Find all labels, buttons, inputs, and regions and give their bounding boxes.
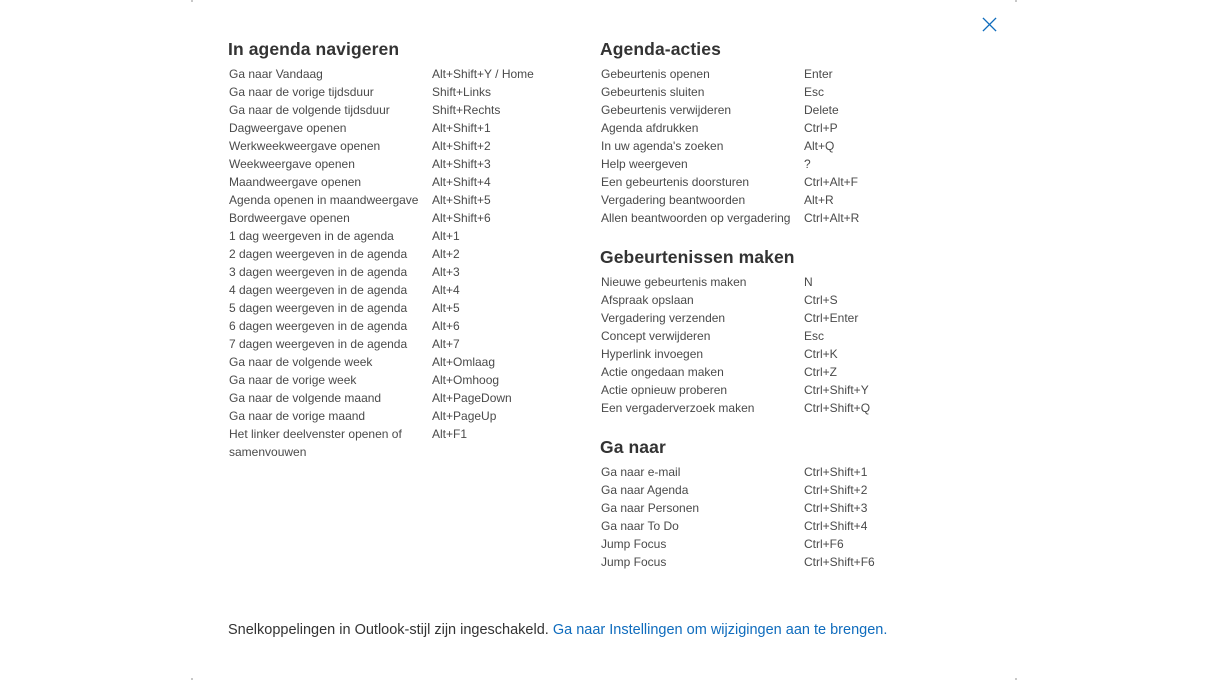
shortcut-keys: Alt+4 — [432, 283, 460, 297]
shortcut-row — [600, 83, 900, 101]
shortcut-row — [600, 291, 900, 309]
shortcut-keys: Ctrl+Shift+3 — [804, 501, 868, 515]
section-create — [600, 246, 900, 417]
shortcut-action: Agenda openen in maandweergave — [229, 193, 419, 207]
shortcut-action: 6 dagen weergeven in de agenda — [229, 319, 408, 333]
shortcut-keys: Alt+2 — [432, 247, 460, 261]
shortcut-row — [600, 399, 900, 417]
shortcut-keys: Ctrl+Shift+4 — [804, 519, 868, 533]
shortcut-keys: Alt+5 — [432, 301, 460, 315]
shortcut-keys: Ctrl+Shift+1 — [804, 465, 868, 479]
shortcut-row — [600, 381, 900, 399]
shortcut-row — [228, 281, 573, 299]
shortcut-row — [600, 191, 900, 209]
shortcut-action: Bordweergave openen — [229, 211, 350, 225]
shortcut-row — [228, 227, 573, 245]
footer — [228, 622, 887, 638]
shortcut-row — [600, 345, 900, 363]
shortcut-keys: Alt+6 — [432, 319, 460, 333]
shortcut-action: Help weergeven — [601, 157, 688, 171]
shortcut-action: Actie opnieuw proberen — [601, 383, 728, 397]
shortcut-action: Een gebeurtenis doorsturen — [601, 175, 750, 189]
shortcut-keys: Ctrl+P — [804, 121, 838, 135]
shortcut-keys: Alt+3 — [432, 265, 460, 279]
shortcut-keys: Alt+Shift+3 — [432, 157, 491, 171]
shortcut-row — [228, 425, 573, 461]
shortcut-action: Ga naar de volgende tijdsduur — [229, 103, 390, 117]
shortcut-keys: Alt+Shift+Y / Home — [432, 67, 534, 81]
shortcut-action: 1 dag weergeven in de agenda — [229, 229, 394, 243]
section-title: Agenda-acties — [600, 39, 721, 59]
settings-link[interactable]: Ga naar Instellingen om wijzigingen aan te brengen. — [552, 622, 888, 638]
section-title: Ga naar — [600, 437, 666, 457]
shortcut-list — [228, 65, 573, 461]
shortcut-keys: N — [804, 275, 813, 289]
shortcut-keys: Ctrl+S — [804, 293, 838, 307]
shortcut-keys: Shift+Rechts — [432, 103, 501, 117]
shortcut-row — [600, 173, 900, 191]
shortcut-keys: Alt+Shift+4 — [432, 175, 491, 189]
shortcut-keys: Ctrl+Alt+R — [804, 211, 860, 225]
shortcut-row — [600, 65, 900, 83]
shortcut-action: Allen beantwoorden op vergadering — [601, 211, 791, 225]
shortcut-row — [600, 327, 900, 345]
shortcut-row — [228, 335, 573, 353]
shortcut-keys: Alt+Shift+6 — [432, 211, 491, 225]
close-button[interactable] — [978, 16, 1000, 38]
shortcut-row — [228, 389, 573, 407]
shortcut-keys: ? — [804, 157, 811, 171]
shortcut-keys: Alt+PageDown — [432, 391, 512, 405]
section-title: Gebeurtenissen maken — [600, 247, 795, 267]
section-goto — [600, 436, 900, 571]
shortcut-action: 7 dagen weergeven in de agenda — [229, 337, 408, 351]
shortcut-action: Ga naar To Do — [601, 519, 679, 533]
shortcut-action: Maandweergave openen — [229, 175, 362, 189]
shortcut-keys: Alt+Omlaag — [432, 355, 496, 369]
shortcut-action: Ga naar e-mail — [601, 465, 681, 479]
right-column — [600, 38, 900, 590]
shortcut-action: Agenda afdrukken — [601, 121, 699, 135]
shortcut-row — [228, 371, 573, 389]
shortcut-keys: Alt+7 — [432, 337, 460, 351]
shortcut-action: Een vergaderverzoek maken — [601, 401, 755, 415]
shortcut-row — [228, 245, 573, 263]
section-title: In agenda navigeren — [228, 39, 400, 59]
shortcut-action: 3 dagen weergeven in de agenda — [229, 265, 408, 279]
shortcut-action: Ga naar de vorige tijdsduur — [229, 85, 374, 99]
shortcut-keys: Alt+Shift+1 — [432, 121, 491, 135]
shortcut-action: Gebeurtenis verwijderen — [601, 103, 732, 117]
shortcut-action: Vergadering beantwoorden — [601, 193, 746, 207]
shortcut-action: Gebeurtenis openen — [601, 67, 710, 81]
shortcut-action: 4 dagen weergeven in de agenda — [229, 283, 408, 297]
shortcut-action: Ga naar Personen — [601, 501, 700, 515]
shortcut-keys: Ctrl+Z — [804, 365, 837, 379]
shortcut-row — [600, 535, 900, 553]
shortcut-action: Ga naar Agenda — [601, 483, 689, 497]
shortcut-keys: Ctrl+Shift+Q — [804, 401, 871, 415]
shortcut-keys: Shift+Links — [432, 85, 492, 99]
dialog-corner — [191, 0, 193, 2]
shortcut-list — [600, 463, 900, 571]
shortcut-action: 2 dagen weergeven in de agenda — [229, 247, 408, 261]
shortcut-row — [228, 209, 573, 227]
shortcut-row — [228, 83, 573, 101]
dialog-corner — [1015, 0, 1017, 2]
shortcut-row — [600, 553, 900, 571]
shortcut-keys: Alt+F1 — [432, 427, 468, 441]
shortcut-row — [228, 353, 573, 371]
shortcut-keys: Esc — [804, 329, 825, 343]
shortcut-keys: Alt+PageUp — [432, 409, 497, 423]
shortcut-action: Nieuwe gebeurtenis maken — [601, 275, 747, 289]
shortcut-row — [228, 317, 573, 335]
shortcut-keys: Alt+R — [804, 193, 834, 207]
shortcut-action: In uw agenda's zoeken — [601, 139, 724, 153]
shortcut-keys: Alt+Omhoog — [432, 373, 500, 387]
close-icon — [982, 17, 997, 37]
shortcut-row — [228, 299, 573, 317]
shortcut-row — [600, 363, 900, 381]
shortcut-action: Jump Focus — [601, 555, 667, 569]
shortcut-action: Hyperlink invoegen — [601, 347, 704, 361]
shortcut-action: Ga naar Vandaag — [229, 67, 323, 81]
shortcut-action: Concept verwijderen — [601, 329, 711, 343]
section-navigate — [228, 38, 573, 461]
shortcut-keys: Ctrl+Shift+F6 — [804, 555, 875, 569]
shortcut-keys: Ctrl+F6 — [804, 537, 844, 551]
shortcut-action: Dagweergave openen — [229, 121, 347, 135]
shortcut-row — [600, 101, 900, 119]
shortcut-keys: Ctrl+Shift+Y — [804, 383, 869, 397]
shortcut-action: Werkweekweergave openen — [229, 139, 381, 153]
shortcut-keys: Esc — [804, 85, 825, 99]
shortcut-action: Ga naar de vorige maand — [229, 409, 366, 423]
shortcut-row — [228, 101, 573, 119]
footer-text: Snelkoppelingen in Outlook-stijl zijn ingeschakeld. — [228, 622, 549, 638]
shortcut-keys: Ctrl+Shift+2 — [804, 483, 868, 497]
shortcut-action: Gebeurtenis sluiten — [601, 85, 705, 99]
shortcut-keys: Delete — [804, 103, 839, 117]
left-column — [228, 38, 573, 480]
shortcut-action: Vergadering verzenden — [601, 311, 726, 325]
shortcut-row — [228, 155, 573, 173]
shortcut-action: Jump Focus — [601, 537, 667, 551]
shortcut-action: Weekweergave openen — [229, 157, 355, 171]
shortcut-keys: Ctrl+Enter — [804, 311, 859, 325]
shortcut-row — [600, 155, 900, 173]
shortcut-row — [228, 191, 573, 209]
shortcut-action: Ga naar de volgende week — [229, 355, 373, 369]
shortcut-keys: Alt+Shift+5 — [432, 193, 491, 207]
shortcut-keys: Alt+1 — [432, 229, 460, 243]
shortcut-row — [600, 119, 900, 137]
shortcut-row — [600, 273, 900, 291]
shortcut-action: Ga naar de volgende maand — [229, 391, 382, 405]
shortcut-list — [600, 273, 900, 417]
shortcut-keys: Enter — [804, 67, 833, 81]
shortcut-row — [228, 119, 573, 137]
shortcut-row — [228, 173, 573, 191]
shortcut-row — [600, 517, 900, 535]
shortcut-action: 5 dagen weergeven in de agenda — [229, 301, 408, 315]
shortcut-list — [600, 65, 900, 227]
shortcut-action: Afspraak opslaan — [601, 293, 694, 307]
shortcut-action: Actie ongedaan maken — [601, 365, 724, 379]
shortcut-keys: Ctrl+K — [804, 347, 838, 361]
shortcut-row — [600, 463, 900, 481]
shortcut-row — [228, 65, 573, 83]
shortcut-action: Ga naar de vorige week — [229, 373, 357, 387]
shortcut-keys: Alt+Shift+2 — [432, 139, 491, 153]
shortcut-keys: Ctrl+Alt+F — [804, 175, 859, 189]
shortcut-keys: Alt+Q — [804, 139, 835, 153]
shortcut-row — [600, 309, 900, 327]
section-actions — [600, 38, 900, 227]
shortcut-row — [600, 481, 900, 499]
shortcut-row — [228, 263, 573, 281]
shortcut-row — [228, 137, 573, 155]
shortcut-row — [228, 407, 573, 425]
shortcut-row — [600, 137, 900, 155]
shortcut-row — [600, 499, 900, 517]
shortcut-action: Het linker deelvenster openen of samenvouwen — [229, 427, 402, 459]
shortcut-row — [600, 209, 900, 227]
